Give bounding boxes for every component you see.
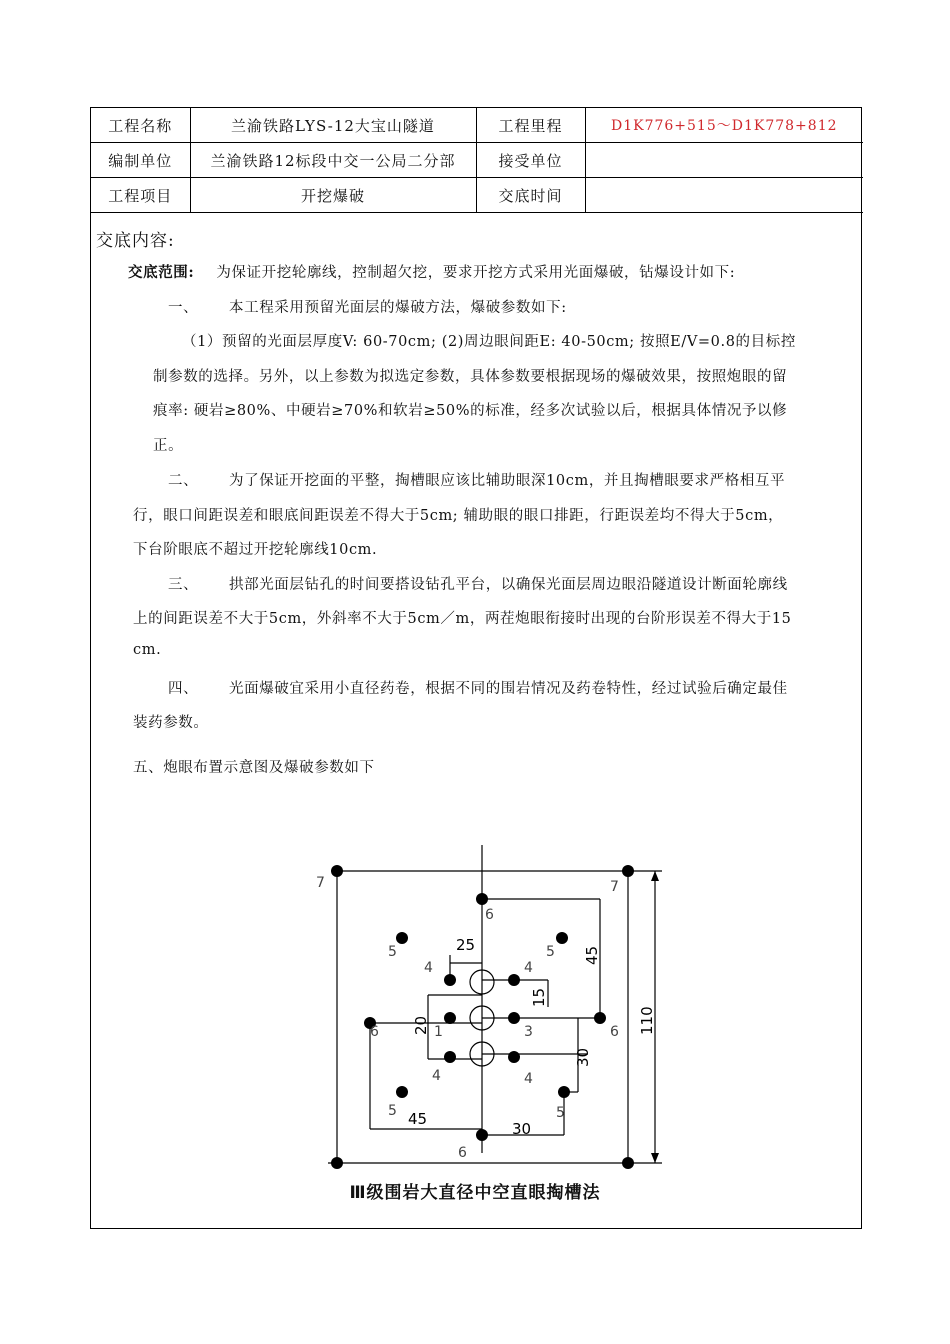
hole-number: 4 [424, 960, 433, 976]
mileage-value: D1K776+515～D1K778+812 [585, 108, 863, 143]
project-name-label: 工程名称 [91, 108, 190, 143]
hole-number: 5 [556, 1105, 565, 1121]
perimeter-hole [622, 865, 634, 877]
arrow-head [651, 1153, 659, 1163]
cut-hole [444, 974, 456, 986]
hole-number: 5 [388, 944, 397, 960]
hole-number: 6 [485, 907, 494, 923]
cut-hole [508, 1012, 520, 1024]
auxiliary-hole [556, 932, 568, 944]
p2-line: 为了保证开挖面的平整，掏槽眼应该比辅助眼深10cm，并且掏槽眼要求严格相互平 [229, 473, 786, 489]
dimension-label: 20 [412, 1015, 430, 1035]
hole-number: 5 [388, 1103, 397, 1119]
compiler-value: 兰渝铁路12标段中交一公局二分部 [190, 143, 476, 178]
hole-number: 5 [546, 944, 555, 960]
date-label: 交底时间 [476, 178, 585, 213]
diagram-caption: Ⅲ级围岩大直径中空直眼掏槽法 [349, 1183, 601, 1203]
dimension-label: 25 [456, 936, 476, 954]
mileage-label: 工程里程 [476, 108, 585, 143]
hole-number: 4 [524, 1071, 533, 1087]
scope-label: 交底范围: [128, 264, 195, 281]
p1-line: 痕率: 硬岩≥80%、中硬岩≥70%和软岩≥50%的标准，经多次试验以后，根据具体情况予以修 [153, 403, 788, 419]
auxiliary-hole [396, 932, 408, 944]
p1-num: 一、 [168, 300, 199, 316]
contour-hole [476, 893, 488, 905]
hole-number: 3 [524, 1024, 533, 1040]
header-row [91, 108, 863, 143]
blast-hole-diagram [300, 835, 680, 1175]
hole-number: 4 [524, 960, 533, 976]
p2-num: 二、 [168, 473, 199, 489]
header-table [91, 108, 863, 213]
dimension-label: 30 [512, 1120, 532, 1138]
date-value [585, 178, 863, 213]
p5-line: 五、炮眼布置示意图及爆破参数如下 [133, 760, 375, 776]
p4-line: 光面爆破宜采用小直径药卷，根据不同的围岩情况及药卷特性，经过试验后确定最佳 [229, 681, 788, 697]
receiver-label: 接受单位 [476, 143, 585, 178]
cut-hole [508, 1051, 520, 1063]
scope-text: 为保证开挖轮廓线，控制超欠挖，要求开挖方式采用光面爆破，钻爆设计如下: [216, 265, 736, 281]
project-name-value: 兰渝铁路LYS-12大宝山隧道 [190, 108, 476, 143]
perimeter-hole [331, 865, 343, 877]
hole-number: 6 [370, 1024, 379, 1040]
p1-line: 制参数的选择。另外，以上参数为拟选定参数，具体参数要根据现场的爆破效果，按照炮眼的留 [153, 369, 788, 385]
compiler-label: 编制单位 [91, 143, 190, 178]
hole-number: 4 [432, 1068, 441, 1084]
hole-number: 7 [610, 879, 619, 895]
cut-hole [508, 974, 520, 986]
hole-number: 7 [316, 875, 325, 891]
item-label: 工程项目 [91, 178, 190, 213]
arrow-head [651, 871, 659, 881]
perimeter-hole [331, 1157, 343, 1169]
hole-number: 6 [458, 1145, 467, 1161]
p4-num: 四、 [168, 681, 199, 697]
hole-number: 1 [434, 1024, 443, 1040]
item-value: 开挖爆破 [190, 178, 476, 213]
scope-line [128, 261, 735, 282]
p1-line: 正。 [153, 438, 184, 454]
header-row [91, 178, 863, 213]
auxiliary-hole [396, 1086, 408, 1098]
dimension-label: 30 [574, 1047, 592, 1067]
p2-line: 下台阶眼底不超过开挖轮廓线10cm. [133, 542, 378, 558]
dimension-label: 15 [530, 987, 548, 1007]
p4-line: 装药参数。 [133, 715, 209, 731]
p3-line: cm. [133, 642, 162, 658]
p3-line: 上的间距误差不大于5cm，外斜率不大于5cm／m，两茬炮眼衔接时出现的台阶形误差不得大于15 [133, 611, 792, 627]
dimension-label: 45 [408, 1110, 428, 1128]
p1-line: 本工程采用预留光面层的爆破方法，爆破参数如下: [229, 300, 567, 316]
perimeter-hole [622, 1157, 634, 1169]
dimension-label: 45 [583, 945, 601, 965]
cut-hole [444, 1012, 456, 1024]
content-title: 交底内容: [96, 231, 175, 251]
p3-line: 拱部光面层钻孔的时间要搭设钻孔平台，以确保光面层周边眼沿隧道设计断面轮廓线 [229, 577, 788, 593]
p2-line: 行，眼口间距误差和眼底间距误差不得大于5cm; 辅助眼的眼口排距，行距误差均不得大于5cm， [133, 508, 784, 524]
contour-hole [476, 1129, 488, 1141]
auxiliary-hole [558, 1086, 570, 1098]
cut-hole [444, 1051, 456, 1063]
hole-number: 6 [610, 1024, 619, 1040]
dimension-label: 110 [638, 1006, 656, 1035]
p3-num: 三、 [168, 577, 199, 593]
contour-hole [594, 1012, 606, 1024]
receiver-value [585, 143, 863, 178]
p1-line: （1）预留的光面层厚度V: 60-70cm; (2)周边眼间距E: 40-50cm; 按照E/V=0.8的目标控 [182, 334, 796, 350]
header-row [91, 143, 863, 178]
